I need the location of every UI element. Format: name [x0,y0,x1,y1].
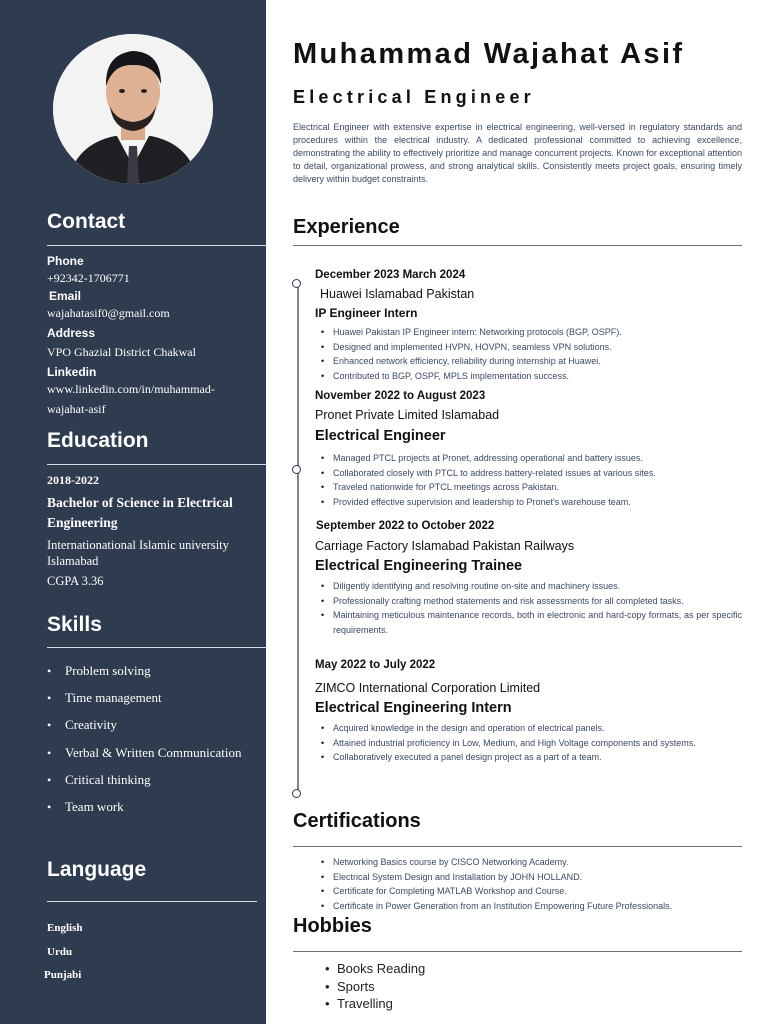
education-heading: Education [47,429,149,452]
job-bullet: • Collaborated closely with PTCL to address battery-related issues at various sites. [319,466,742,481]
job-company: Carriage Factory Islamabad Pakistan Railways [315,539,575,553]
profile-photo [53,34,213,184]
experience-timeline [297,283,299,793]
email-label: Email [49,289,82,303]
hobbies-list [323,960,425,1013]
university-line2: Islamabad [47,554,99,568]
job-bullet: • Traveled nationwide for PTCL meetings across Pakistan. [319,480,742,495]
hobbies-heading: Hobbies [293,915,372,937]
skill-item: • Verbal & Written Communication [47,743,242,770]
job-title: Electrical Engineering Intern [315,700,512,716]
language-divider [47,901,257,902]
skills-heading: Skills [47,613,102,636]
skill-item: • Team work [47,797,242,824]
job-bullets [319,325,742,383]
certification-item: • Certificate for Completing MATLAB Workshop and Course. [319,884,742,899]
skill-item: • Creativity [47,715,242,742]
sidebar [0,0,266,1024]
job-bullet: • Managed PTCL projects at Pronet, addressing operational and battery issues. [319,451,742,466]
degree-line1: Bachelor of Science in Electrical [47,495,233,510]
job-company: Pronet Private Limited Islamabad [315,408,500,422]
job-company: ZIMCO International Corporation Limited [315,681,541,695]
skills-list [47,661,242,824]
language-heading: Language [47,858,147,881]
job-bullet: • Collaboratively executed a panel design project as a part of a team. [319,750,742,765]
university-line1: Internationational Islamic university [47,538,229,552]
candidate-role: Electrical Engineer [293,87,535,107]
timeline-dot [292,279,301,288]
phone-value: +92342-1706771 [47,271,130,285]
timeline-dot [292,465,301,474]
skill-item: • Problem solving [47,661,242,688]
job-bullet: • Acquired knowledge in the design and operation of electrical panels. [319,721,742,736]
job-title: Electrical Engineer [315,428,446,444]
job-company: Huawei Islamabad Pakistan [320,287,475,301]
job-title: IP Engineer Intern [315,306,418,320]
experience-divider [293,245,742,246]
experience-heading: Experience [293,216,400,238]
timeline-dot [292,789,301,798]
job-bullet: • Attained industrial proficiency in Low, Medium, and High Voltage components and systems. [319,736,742,751]
job-dates: September 2022 to October 2022 [316,520,495,532]
hobby-item: • Travelling [323,995,425,1013]
job-bullet: • Professionally crafting method statements and risk assessments for all completed tasks. [319,594,742,609]
job-title: Electrical Engineering Trainee [315,558,523,574]
profile-summary: Electrical Engineer with extensive expertise in electrical engineering, well-versed in regulatory standards and procedures within the electrical industry. A dedicated professional committed to achieving excellence, demonstrating the ability to effectively prioritize and manage concurrent projects. Known for exceptional attention to detail, organizational prowess, and strong analytical skills. Consistently meets project goals, ensuring timely delivery within budget constraints. [293,122,742,184]
certifications-heading: Certifications [293,810,421,832]
job-bullet: • Contributed to BGP, OSPF, MPLS implementation success. [319,369,742,384]
job-bullet: • Designed and implemented HVPN, HOVPN, seamless VPN solutions. [319,340,742,355]
certification-item: • Electrical System Design and Installation by JOHN HOLLAND. [319,870,742,885]
education-divider [47,464,266,465]
skill-item: • Critical thinking [47,770,242,797]
linkedin-label: Linkedin [47,365,97,379]
language-item: Urdu [47,946,73,958]
job-bullet: • Maintaining meticulous maintenance records, both in electronic and hard-copy formats, as per specific requirements. [319,608,742,637]
certifications-list [319,855,742,913]
person-portrait-icon [53,34,213,184]
candidate-name: Muhammad Wajahat Asif [293,38,685,70]
job-bullets [319,579,742,637]
language-item: Punjabi [44,969,82,981]
skills-divider [47,647,266,648]
job-bullet: • Diligently identifying and resolving routine on-site and machinery issues. [319,579,742,594]
address-value: VPO Ghazial District Chakwal [47,345,196,359]
job-bullet: • Provided effective supervision and leadership to Pronet's warehouse team. [319,495,742,510]
certification-item: • Certificate in Power Generation from an Institution Empowering Future Professionals. [319,899,742,914]
degree-line2: Engineering [47,515,118,530]
certification-item: • Networking Basics course by CISCO Networking Academy. [319,855,742,870]
job-dates: November 2022 to August 2023 [315,390,486,402]
address-label: Address [47,326,96,340]
contact-heading: Contact [47,210,126,233]
language-item: English [47,922,83,934]
hobby-item: • Books Reading [323,960,425,978]
hobby-item: • Sports [323,978,425,996]
skill-item: • Time management [47,688,242,715]
linkedin-link-line2[interactable]: wajahat-asif [47,402,106,416]
job-bullet: • Huawei Pakistan IP Engineer intern: Networking protocols (BGP, OSPF). [319,325,742,340]
job-dates: May 2022 to July 2022 [315,659,436,671]
cgpa: CGPA 3.36 [47,574,104,588]
job-bullets [319,721,742,765]
education-years: 2018-2022 [47,473,99,487]
contact-divider [47,245,266,246]
linkedin-link-line1[interactable]: www.linkedin.com/in/muhammad- [47,382,215,396]
phone-label: Phone [47,254,84,268]
certifications-divider [293,846,742,847]
job-dates: December 2023 March 2024 [315,269,466,281]
job-bullets [319,451,742,509]
job-bullet: • Enhanced network efficiency, reliability during internship at Huawei. [319,354,742,369]
hobbies-divider [293,951,742,952]
email-value[interactable]: wajahatasif0@gmail.com [47,306,170,320]
